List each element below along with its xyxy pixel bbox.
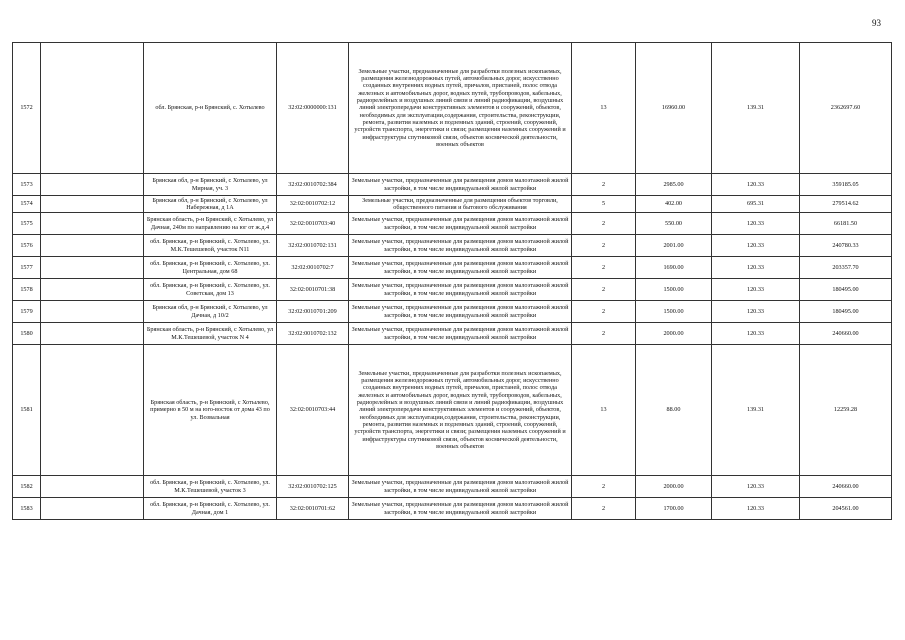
empty-cell [41,235,144,257]
area-cell: 16960.00 [636,43,712,174]
cadastral-value-cell: 240780.33 [800,235,892,257]
empty-cell [41,257,144,279]
use-code-cell: 2 [572,279,636,301]
empty-cell [41,43,144,174]
land-use-cell: Земельные участки, предназначенные для размещения объектов торговли, общественного питания и бытового обслуживания [349,196,572,213]
cadastral-number-cell: 32:02:0010703:44 [277,345,349,476]
use-code-cell: 2 [572,476,636,498]
row-number-cell: 1573 [13,174,41,196]
empty-cell [41,174,144,196]
table-row [13,196,892,213]
use-code-cell: 13 [572,345,636,476]
empty-cell [41,196,144,213]
rate-cell: 120.33 [712,498,800,520]
cadastral-number-cell: 32:02:0010702:132 [277,323,349,345]
use-code-cell: 2 [572,323,636,345]
rate-cell: 120.33 [712,235,800,257]
table-row [13,476,892,498]
empty-cell [41,498,144,520]
cadastral-number-cell: 32:02:0010701:38 [277,279,349,301]
rate-cell: 120.33 [712,213,800,235]
row-number-cell: 1574 [13,196,41,213]
cadastral-number-cell: 32:02:0010702:125 [277,476,349,498]
cadastral-value-cell: 240660.00 [800,323,892,345]
use-code-cell: 2 [572,174,636,196]
row-number-cell: 1580 [13,323,41,345]
row-number-cell: 1582 [13,476,41,498]
table-row [13,235,892,257]
empty-cell [41,476,144,498]
address-cell: Брянская область, р-н Брянский, с Хотылево, ул Дачная, 240м по направлению на юг от ж.д.4 [144,213,277,235]
use-code-cell: 5 [572,196,636,213]
land-use-cell: Земельные участки, предназначенные для размещения домов малоэтажной жилой застройки, в том числе индивидуальной жилой застройки [349,235,572,257]
table-body [13,43,892,520]
land-use-cell: Земельные участки, предназначенные для размещения домов малоэтажной жилой застройки, в том числе индивидуальной жилой застройки [349,301,572,323]
use-code-cell: 2 [572,213,636,235]
cadastral-number-cell: 32:02:0010702:131 [277,235,349,257]
cadastral-value-cell: 66181.50 [800,213,892,235]
address-cell: обл. Брянская, р-н Брянский, с. Хотылево, ул. Дачная, дом 1 [144,498,277,520]
land-use-cell: Земельные участки, предназначенные для разработки полезных ископаемых, размещения железнодорожных путей, автомобильных дорог, искусственно созданных внутренних водных путей, причалов, пристаней, полос отвода железных и автомобильных дорог, водных путей, трубопроводов, кабельных, радиорелейных и воздушных линий связи и линий радиофикации, воздушных линий электропередачи конструктивных элементов и сооружений, объектов, необходимых для эксплуатации,содержания, строительства, реконструкции, ремонта, развития наземных и подземных зданий, строений, сооружений, устройств транспорта, энергетики и связи; размещения наземных сооружений и инфраструктуры спутниковой связи, объектов космической деятельности, военных объектов [349,345,572,476]
land-use-cell: Земельные участки, предназначенные для размещения домов малоэтажной жилой застройки, в том числе индивидуальной жилой застройки [349,498,572,520]
address-cell: Брянская область, р-н Брянский, с Хотылево, примерно в 50 м на юго-восток от дома 43 по ул. Возвальная [144,345,277,476]
cadastral-value-cell: 2362697.60 [800,43,892,174]
area-cell: 1690.00 [636,257,712,279]
use-code-cell: 13 [572,43,636,174]
cadastral-number-cell: 32:02:0010702:12 [277,196,349,213]
table-row [13,323,892,345]
area-cell: 1500.00 [636,279,712,301]
rate-cell: 139.31 [712,43,800,174]
address-cell: обл. Брянская, р-н Брянский, с. Хотылево, ул. Центральная, дом 68 [144,257,277,279]
land-use-cell: Земельные участки, предназначенные для разработки полезных ископаемых, размещения железнодорожных путей, автомобильных дорог, искусственно созданных внутренних водных путей, причалов, пристаней, полос отвода железных и автомобильных дорог, водных путей, трубопроводов, кабельных, радиорелейных и воздушных линий связи и линий радиофикации, воздушных линий электропередачи конструктивных элементов и сооружений, объектов, необходимых для эксплуатации,содержания, строительства, реконструкции, ремонта, развития наземных и подземных зданий, строений, сооружений, устройств транспорта, энергетики и связи; размещения наземных сооружений и инфраструктуры спутниковой связи, объектов космической деятельности, военных объектов [349,43,572,174]
area-cell: 2000.00 [636,323,712,345]
area-cell: 550.00 [636,213,712,235]
cadastral-number-cell: 32:02:0010701:209 [277,301,349,323]
area-cell: 2001.00 [636,235,712,257]
row-number-cell: 1572 [13,43,41,174]
table-row [13,498,892,520]
cadastral-number-cell: 32:02:0010702:384 [277,174,349,196]
use-code-cell: 2 [572,498,636,520]
cadastral-value-cell: 279514.62 [800,196,892,213]
area-cell: 1500.00 [636,301,712,323]
cadastral-number-cell: 32:02:0010701:62 [277,498,349,520]
table-row [13,279,892,301]
row-number-cell: 1578 [13,279,41,301]
address-cell: обл. Брянская, р-н Брянский, с. Хотылево [144,43,277,174]
table-row [13,213,892,235]
address-cell: Брянская обл, р-н Брянский, с Хотылево, ул Набережная, д 1А [144,196,277,213]
empty-cell [41,323,144,345]
cadastral-value-cell: 359185.05 [800,174,892,196]
empty-cell [41,213,144,235]
land-use-cell: Земельные участки, предназначенные для размещения домов малоэтажной жилой застройки, в том числе индивидуальной жилой застройки [349,257,572,279]
rate-cell: 120.33 [712,323,800,345]
area-cell: 88.00 [636,345,712,476]
rate-cell: 695.31 [712,196,800,213]
row-number-cell: 1583 [13,498,41,520]
row-number-cell: 1581 [13,345,41,476]
cadastral-number-cell: 32:02:0000000:131 [277,43,349,174]
address-cell: обл. Брянская, р-н Брянский, с. Хотылево, ул. М.К.Тешешевой, участок 3 [144,476,277,498]
row-number-cell: 1577 [13,257,41,279]
land-use-cell: Земельные участки, предназначенные для размещения домов малоэтажной жилой застройки, в том числе индивидуальной жилой застройки [349,279,572,301]
table-row [13,301,892,323]
address-cell: обл. Брянская, р-н Брянский, с. Хотылево, ул. Советская, дом 13 [144,279,277,301]
land-use-cell: Земельные участки, предназначенные для размещения домов малоэтажной жилой застройки, в том числе индивидуальной жилой застройки [349,476,572,498]
table-row [13,345,892,476]
use-code-cell: 2 [572,235,636,257]
cadastral-value-cell: 180495.00 [800,301,892,323]
cadastral-value-cell: 240660.00 [800,476,892,498]
rate-cell: 120.33 [712,301,800,323]
address-cell: Брянская обл, р-н Брянский, с Хотылево, ул Мирная, уч. 3 [144,174,277,196]
empty-cell [41,301,144,323]
land-plot-table [12,42,892,520]
area-cell: 2985.00 [636,174,712,196]
use-code-cell: 2 [572,257,636,279]
land-use-cell: Земельные участки, предназначенные для размещения домов малоэтажной жилой застройки, в том числе индивидуальной жилой застройки [349,174,572,196]
rate-cell: 120.33 [712,174,800,196]
address-cell: Брянская обл, р-н Брянский, с Хотылево, ул Дачная, д 10/2 [144,301,277,323]
empty-cell [41,345,144,476]
cadastral-value-cell: 204561.00 [800,498,892,520]
area-cell: 402.00 [636,196,712,213]
cadastral-number-cell: 32:02:0010703:40 [277,213,349,235]
area-cell: 1700.00 [636,498,712,520]
use-code-cell: 2 [572,301,636,323]
area-cell: 2000.00 [636,476,712,498]
cadastral-number-cell: 32:02:0010702:7 [277,257,349,279]
row-number-cell: 1576 [13,235,41,257]
cadastral-value-cell: 203357.70 [800,257,892,279]
rate-cell: 120.33 [712,476,800,498]
table-row [13,174,892,196]
page-number: 93 [872,18,881,28]
table-row [13,43,892,174]
address-cell: обл. Брянская, р-н Брянский, с. Хотылево, ул. М.К.Тешешевой, участок N11 [144,235,277,257]
row-number-cell: 1579 [13,301,41,323]
table-row [13,257,892,279]
rate-cell: 120.33 [712,257,800,279]
address-cell: Брянская область, р-н Брянский, с Хотылево, ул М.К.Тешешевой, участок N 4 [144,323,277,345]
cadastral-value-cell: 12259.28 [800,345,892,476]
cadastral-value-cell: 180495.00 [800,279,892,301]
rate-cell: 120.33 [712,279,800,301]
rate-cell: 139.31 [712,345,800,476]
land-use-cell: Земельные участки, предназначенные для размещения домов малоэтажной жилой застройки, в том числе индивидуальной жилой застройки [349,323,572,345]
empty-cell [41,279,144,301]
land-use-cell: Земельные участки, предназначенные для размещения домов малоэтажной жилой застройки, в том числе индивидуальной жилой застройки [349,213,572,235]
row-number-cell: 1575 [13,213,41,235]
